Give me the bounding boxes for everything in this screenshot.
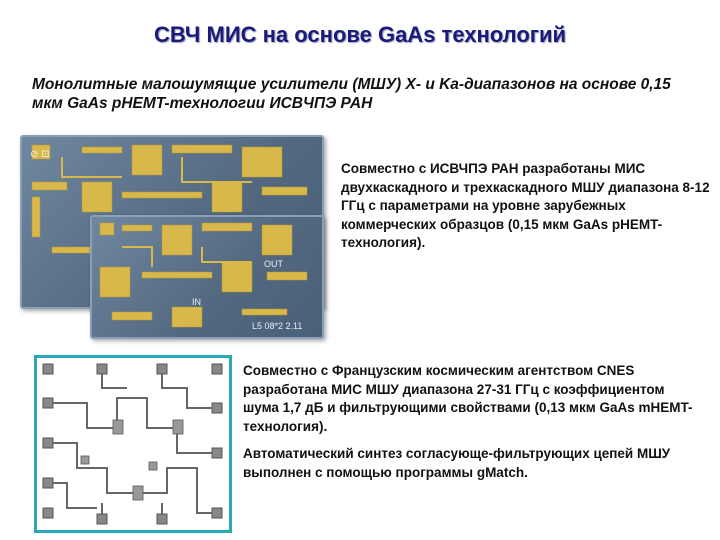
paragraph-gmatch-synthesis: Автоматический синтез согласующе-фильтрующих цепей МШУ выполнен с помощью программы gMatch. — [243, 446, 671, 480]
svg-text:⊘ ⊡: ⊘ ⊡ — [30, 149, 50, 160]
slide-title: СВЧ МИС на основе GaAs технологий — [153, 22, 567, 47]
paragraph-x-band-lna: Совместно с ИСВЧПЭ РАН разработаны МИС двухкаскадного и трехкаскадного МШУ диапазона 8-12 ГГц с параметрами на уровне зарубежных коммерческих образцов (0,15 мкм GaAs pHEMT-технология). — [341, 161, 710, 250]
slide-subtitle: Монолитные малошумящие усилители (МШУ) X- и Ka-диапазонов на основе 0,15 мкм GaAs pHEMT-технологии ИСВЧПЭ РАН — [32, 76, 671, 112]
mmic-layout-ka-band — [34, 355, 232, 533]
chip-out-label: OUT — [264, 259, 283, 269]
mmic-chip-photo-x-band-b — [90, 215, 324, 339]
paragraph-ka-band-lna: Совместно с Французским космическим агентством CNES разработана МИС МШУ диапазона 27-31 ГГц с коэффициентом шума 1,7 дБ и фильтрующими свойствами (0,13 мкм GaAs mHEMT-технология). — [243, 363, 693, 434]
chip-in-label: IN — [192, 297, 201, 307]
chip-marking-label: L5 08*2 2.11 — [252, 321, 303, 331]
